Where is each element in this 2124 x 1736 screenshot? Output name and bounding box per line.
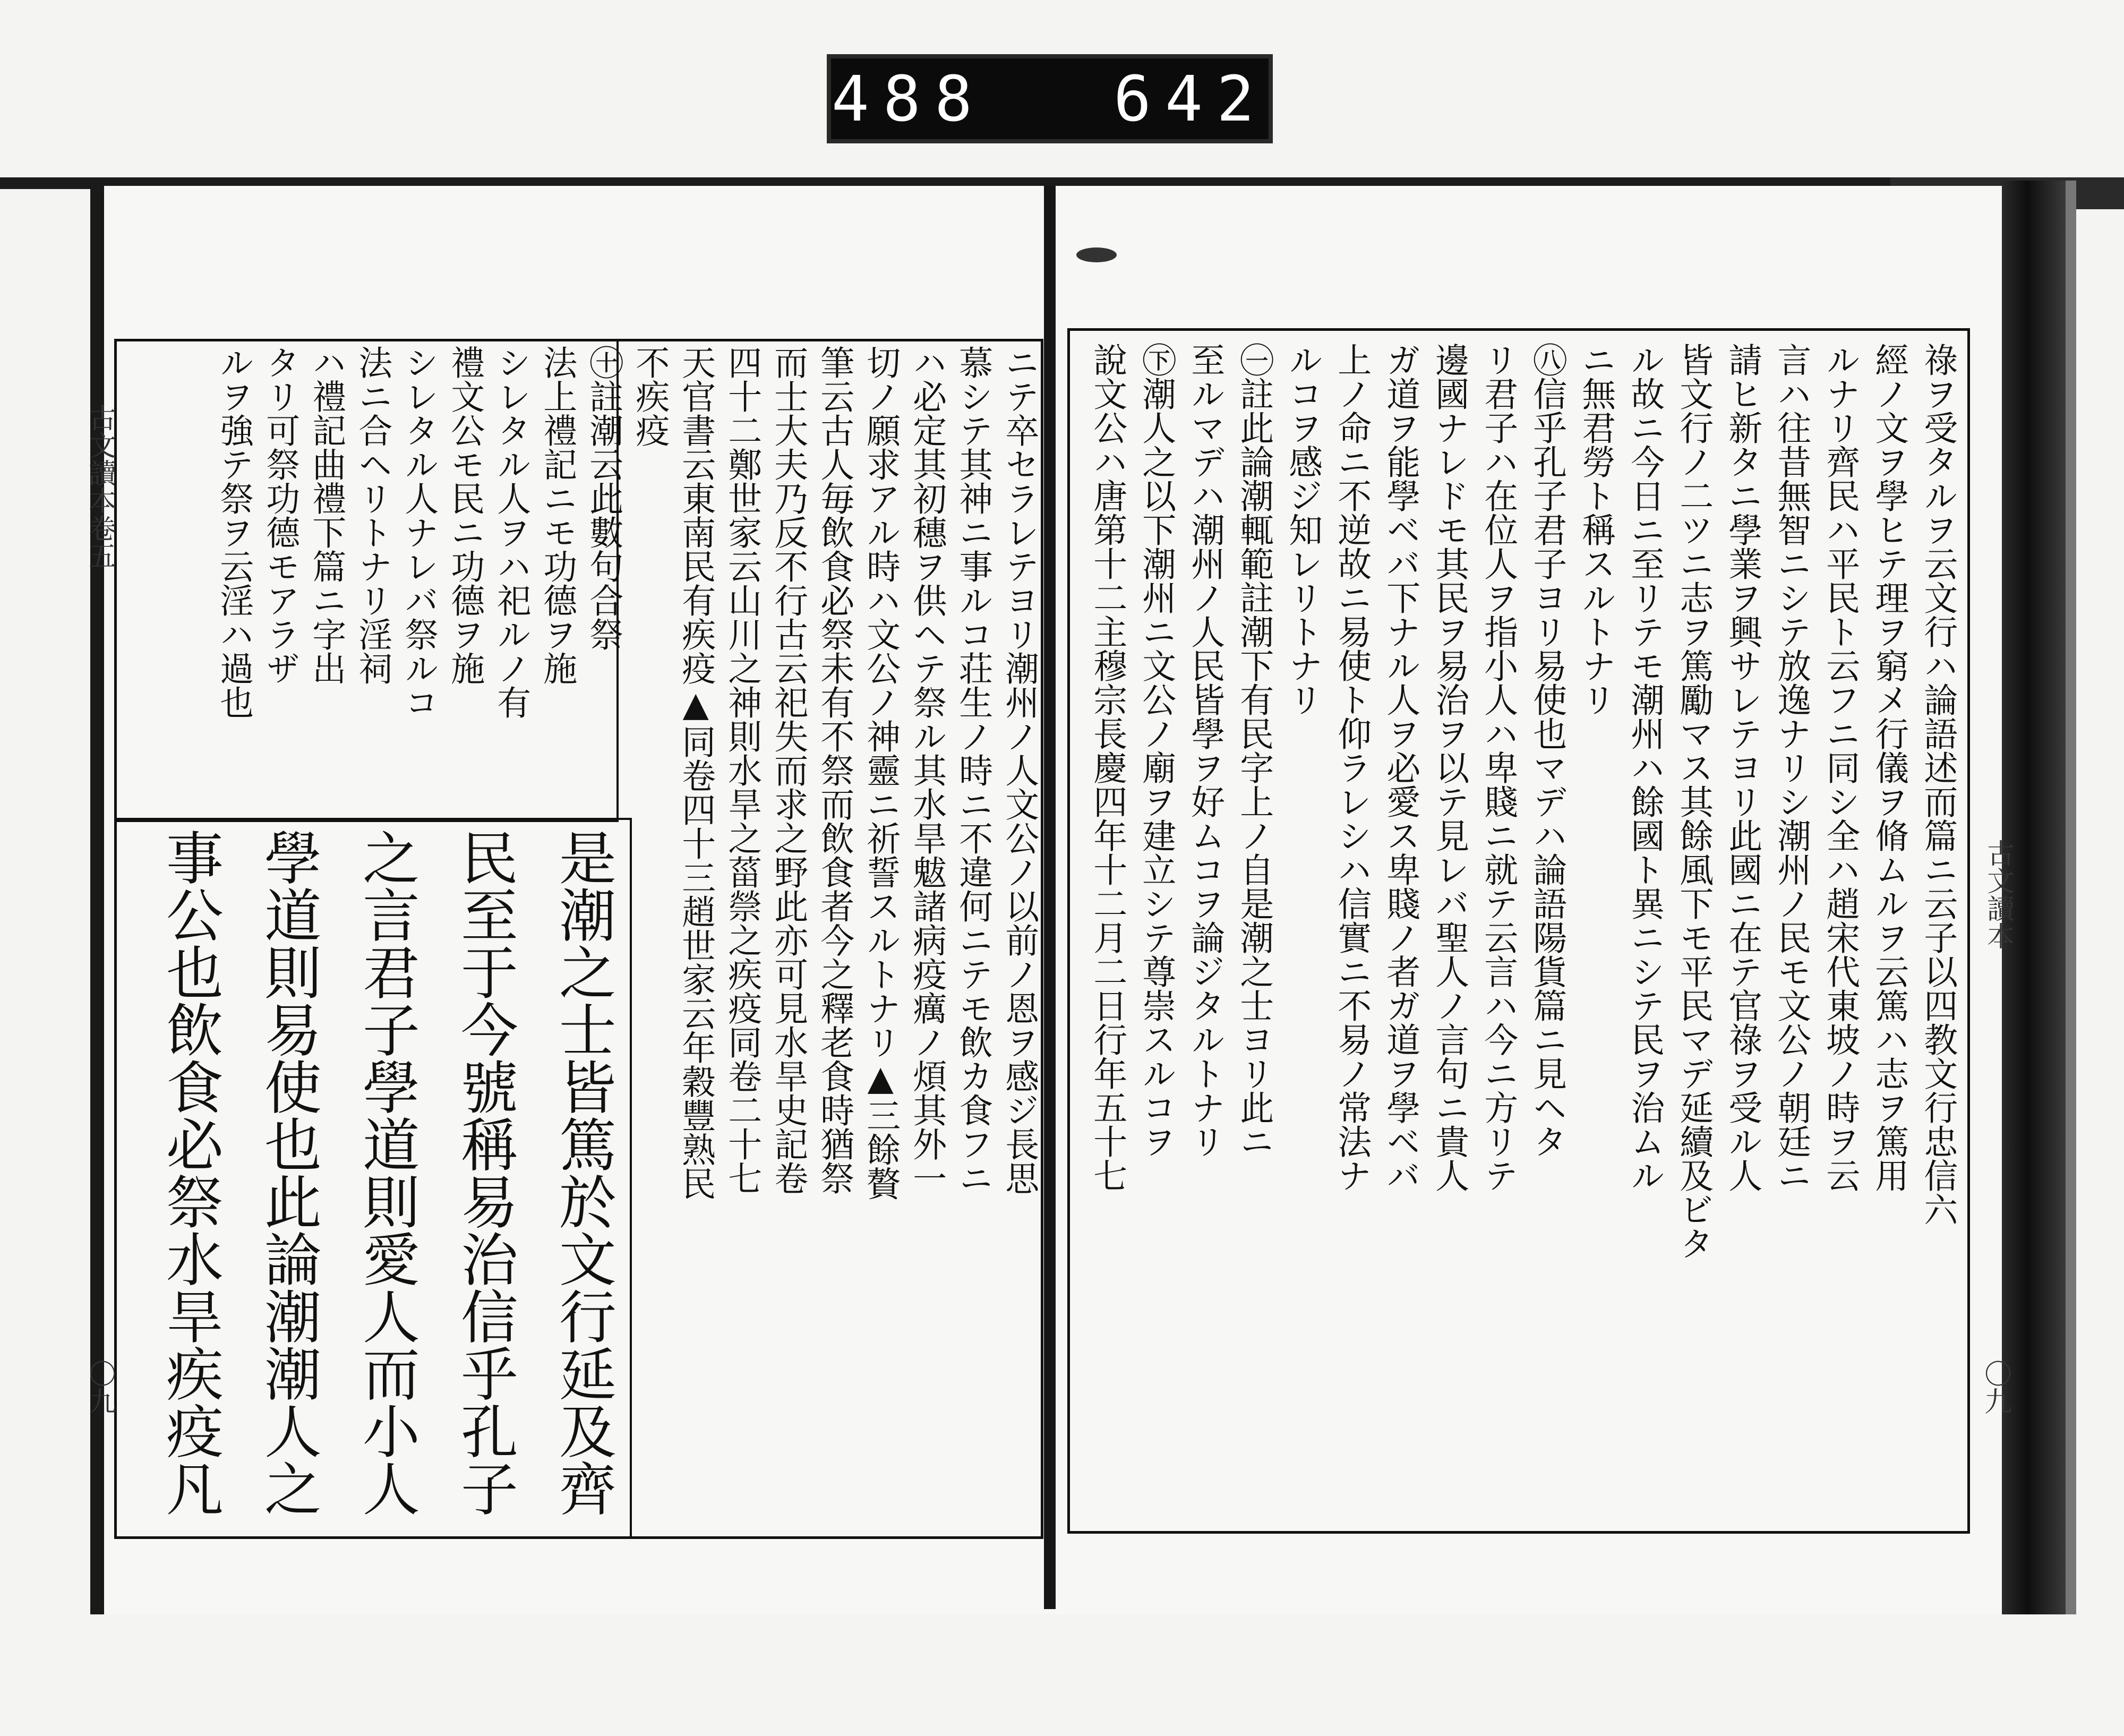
text-column: 邊國ナレドモ其民ヲ易治ヲ以テ見レバ聖人ノ言句ニ貴人 bbox=[1429, 343, 1469, 1192]
text-column: ルナリ齊民ハ平民ト云フニ同シ全ハ趙宋代東坡ノ時ヲ云 bbox=[1820, 343, 1860, 1192]
text-column: ルコヲ感ジ知レリトナリ bbox=[1283, 343, 1323, 716]
commentary-column: 法上禮記ニモ功德ヲ施 bbox=[537, 345, 577, 685]
text-column: 言ハ往昔無智ニシテ放逸ナリシ潮州ノ民モ文公ノ朝廷ニ bbox=[1771, 343, 1811, 1192]
text-column: ニ無君勞ト稱スルトナリ bbox=[1576, 343, 1616, 716]
commentary-column: ハ禮記曲禮下篇ニ字出 bbox=[306, 345, 346, 685]
text-column: 祿ヲ受タルヲ云文行ハ論語述而篇ニ云子以四教文行忠信六 bbox=[1918, 343, 1958, 1226]
commentary-column: 法ニ合ヘリトナリ淫祠 bbox=[353, 345, 392, 685]
commentary-column: 天官書云東南民有疾疫▲同卷四十三趙世家云年穀豐熟民 bbox=[676, 345, 716, 1200]
commentary-column: 禮文公モ民ニ功德ヲ施 bbox=[445, 345, 485, 685]
text-column: ㊀註此論潮輒範註潮下有民字上ノ自是潮之士ヨリ此ニ bbox=[1234, 343, 1274, 1158]
text-column: 至ルマデハ潮州ノ人民皆學ヲ好ムコヲ論ジタルトナリ bbox=[1185, 343, 1225, 1158]
left-page-folio: 〇九 bbox=[83, 1359, 116, 1415]
main-text-column: 學道則易使也此論潮潮人之 bbox=[254, 828, 321, 1517]
text-column: ㊇信乎孔子君子ヨリ易使也マデハ論語陽貨篇ニ見ヘタ bbox=[1527, 343, 1567, 1158]
main-text-column: 之言君子學道則愛人而小人 bbox=[353, 828, 419, 1517]
ink-blot-icon bbox=[1073, 242, 1120, 268]
reel-number: 488 bbox=[831, 62, 986, 135]
text-column: ガ道ヲ能學ベバ下ナル人ヲ必愛ス卑賤ノ者ガ道ヲ學ベバ bbox=[1381, 343, 1420, 1192]
commentary-column: ニテ卒セラレテヨリ潮州ノ人文公ノ以前ノ恩ヲ感ジ長思 bbox=[999, 345, 1039, 1195]
text-column: ル故ニ今日ニ至リテモ潮州ハ餘國ト異ニシテ民ヲ治ムル bbox=[1625, 343, 1665, 1192]
commentary-column: ルヲ強テ祭ヲ云淫ハ過也 bbox=[214, 345, 254, 719]
text-column: ㊦潮人之以下潮州ニ文公ノ廟ヲ建立シテ尊崇スルコヲ bbox=[1136, 343, 1176, 1158]
commentary-column: 慕シテ其神ニ事ルコ荘生ノ時ニ不違何ニテモ飲カ食フニ bbox=[953, 345, 993, 1195]
main-text-column: 是潮之士皆篤於文行延及齊 bbox=[549, 828, 616, 1517]
commentary-column: 切ノ願求アル時ハ文公ノ神靈ニ祈誓スルトナリ▲三餘贅 bbox=[861, 345, 901, 1200]
book-spine bbox=[1044, 186, 1056, 1609]
text-column: 皆文行ノ二ツニ志ヲ篤勵マス其餘風下モ平民マデ延續及ビタ bbox=[1674, 343, 1714, 1260]
commentary-column: 筆云古人毎飲食必祭未有不祭而飲食者今之釋老食時猶祭 bbox=[815, 345, 854, 1195]
left-page-margin-title: 古文讀本卷五 bbox=[83, 404, 116, 569]
frame-number: 642 bbox=[1114, 62, 1269, 135]
main-text-column: 民至于今號稱易治信乎孔子 bbox=[451, 828, 518, 1517]
right-page-folio: 〇九 bbox=[1979, 1359, 2011, 1415]
commentary-column: 四十二鄭世家云山川之神則水旱之菑禜之疾疫同卷二十七 bbox=[722, 345, 762, 1195]
text-column: 說文公ハ唐第十二主穆宗長慶四年十二月二日行年五十七 bbox=[1087, 343, 1127, 1192]
commentary-column: ハ必定其初穗ヲ供ヘテ祭ル其水旱魃諸病疫癘ノ煩其外一 bbox=[907, 345, 947, 1195]
commentary-column: シレタル人ヲハ祀ルノ有 bbox=[491, 345, 531, 719]
main-text-column: 事公也飲食必祭水旱疾疫凡 bbox=[156, 828, 223, 1517]
text-column: リ君子ハ在位人ヲ指小人ハ卑賤ニ就テ云言ハ今ニ方リテ bbox=[1478, 343, 1518, 1192]
text-column: 上ノ命ニ不逆故ニ易使ト仰ラレシハ信實ニ不易ノ常法ナ bbox=[1332, 343, 1372, 1192]
right-page-header: 古文讀本 bbox=[1982, 839, 2014, 950]
page-edge-strip bbox=[2066, 181, 2076, 1614]
commentary-column: タリ可祭功德モアラザ bbox=[260, 345, 300, 685]
commentary-column: 不疾疫 bbox=[630, 345, 670, 447]
commentary-column: ㊉註潮云此數句合祭 bbox=[584, 345, 623, 651]
text-column: 請ヒ新タニ學業ヲ興サレテヨリ此國ニ在テ官祿ヲ受ル人 bbox=[1723, 343, 1762, 1192]
text-column: 經ノ文ヲ學ヒテ理ヲ窮メ行儀ヲ脩ムルヲ云篤ハ志ヲ篤用 bbox=[1869, 343, 1909, 1192]
commentary-column: シレタル人ナレバ祭ルコ bbox=[399, 345, 439, 719]
frame-number-label bbox=[827, 54, 1273, 143]
commentary-column: 而士大夫乃反不行古云祀失而求之野此亦可見水旱史記卷 bbox=[768, 345, 808, 1195]
